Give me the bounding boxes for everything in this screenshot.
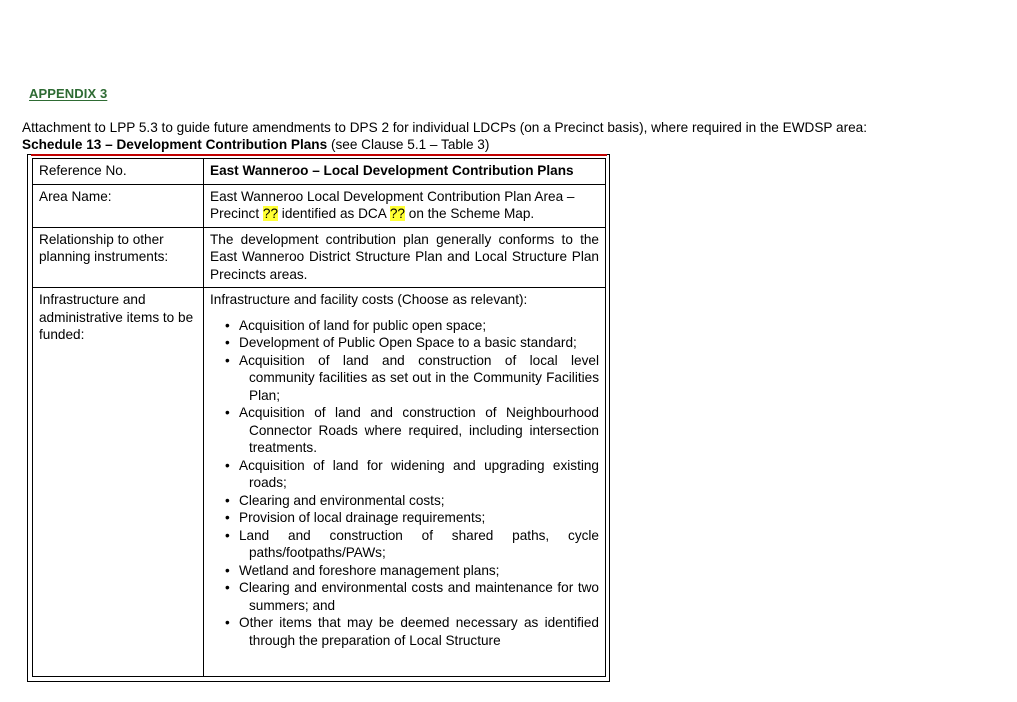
area-name-text: on the Scheme Map. [404,206,535,221]
items-intro: Infrastructure and facility costs (Choose as relevant): [210,292,528,307]
list-item: • Acquisition of land and construction of local level community facilities as set out in the Community Facilities Plan; [210,352,599,405]
list-item: • Clearing and environmental costs and maintenance for two summers; and [210,579,599,614]
table-row [33,159,606,185]
list-item: • Development of Public Open Space to a basic standard; [210,334,599,352]
funded-items-list [210,317,599,650]
row-label: Reference No. [33,159,204,185]
row-value: East Wanneroo – Local Development Contribution Plans [204,159,606,185]
contribution-plan-table [32,158,606,677]
intro-text [22,119,867,153]
row-label: Infrastructure and administrative items to be funded: [33,288,204,677]
table-row [33,227,606,288]
schedule-reference: (see Clause 5.1 – Table 3) [327,137,490,152]
appendix-heading: APPENDIX 3 [29,86,108,101]
row-value [204,184,606,227]
intro-line-2 [22,136,867,153]
row-label: Area Name: [33,184,204,227]
contribution-plan-table-frame [27,154,610,682]
area-name-text: identified as DCA [278,206,390,221]
list-item: • Acquisition of land for widening and upgrading existing roads; [210,457,599,492]
table-row [33,184,606,227]
area-name-text: East Wanneroo Local Development Contribution Plan Area – Precinct [210,188,575,221]
intro-line-1: Attachment to LPP 5.3 to guide future amendments to DPS 2 for individual LDCPs (on a Precinct basis), where required in the EWDSP area: [22,120,868,135]
list-item: • Provision of local drainage requirements; [210,509,599,527]
list-item: • Acquisition of land and construction of Neighbourhood Connector Roads where required, including intersection treatments. [210,404,599,457]
row-value [204,288,606,677]
red-rule-divider [31,154,607,156]
list-item: • Acquisition of land for public open space; [210,317,599,335]
list-item: • Land and construction of shared paths, cycle paths/footpaths/PAWs; [210,527,599,562]
list-item: • Clearing and environmental costs; [210,492,599,510]
dca-placeholder-highlight: ?? [389,206,405,221]
table-row [33,288,606,677]
list-item: • Wetland and foreshore management plans; [210,562,599,580]
list-item: • Other items that may be deemed necessary as identified through the preparation of Local Structure [210,614,599,649]
row-value: The development contribution plan generally conforms to the East Wanneroo District Structure Plan and Local Structure Plan Precincts areas. [204,227,606,288]
precinct-placeholder-highlight: ?? [262,206,279,221]
row-label: Relationship to other planning instruments: [33,227,204,288]
schedule-title: Schedule 13 – Development Contribution Plans [22,137,328,152]
